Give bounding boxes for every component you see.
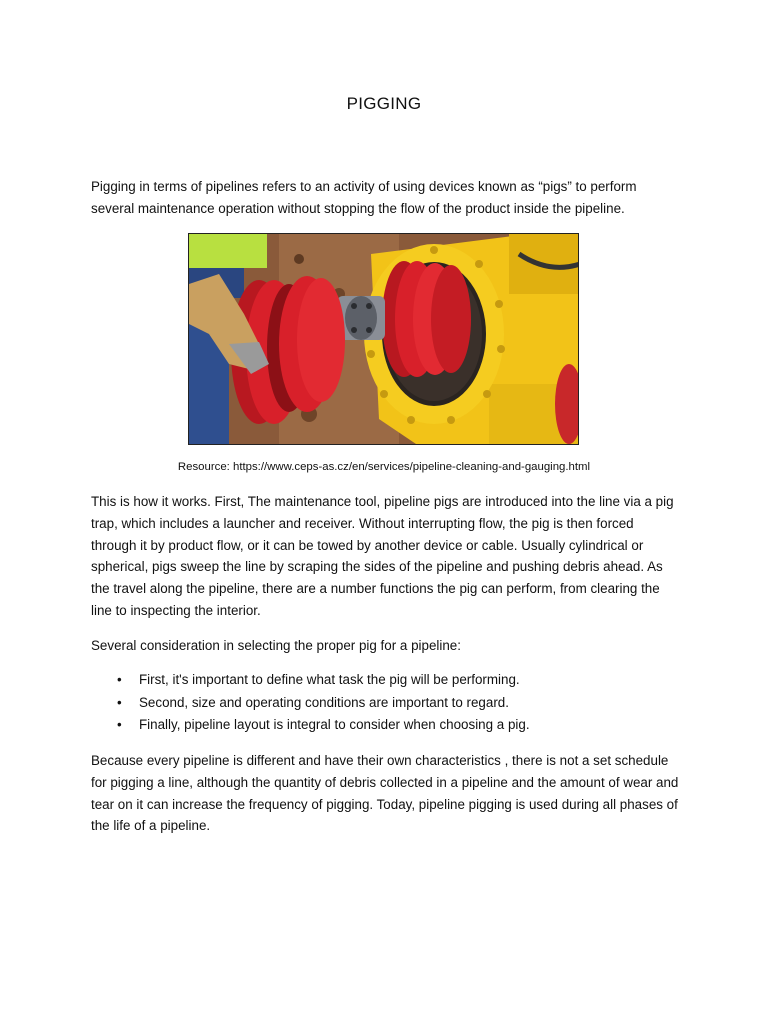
page-title: PIGGING <box>346 94 422 113</box>
pipeline-pig-photo <box>188 233 579 445</box>
bullet-icon: • <box>117 672 122 687</box>
list-item <box>91 714 681 737</box>
worker-vest <box>189 234 267 268</box>
bullet-icon: • <box>117 717 122 732</box>
pipeline-pig-illustration <box>189 234 579 445</box>
pig-rear-discs <box>382 261 471 377</box>
intro-paragraph: Pigging in terms of pipelines refers to an activity of using devices known as “pigs” to perform several maintenance operation without stopping the flow of the product inside the pipeline. <box>91 179 637 216</box>
closing-paragraph: Because every pipeline is different and have their own characteristics , there is not a set schedule for pigging a line, although the quantity of debris collected in a pipeline and the amount of wear and tear on it can increase the frequency of pigging. Today, pipeline pigging is used during all phases of the life of a pipeline. <box>91 753 679 834</box>
list-item-text: Finally, pipeline layout is integral to consider when choosing a pig. <box>139 717 530 732</box>
considerations-list <box>91 669 681 737</box>
how-it-works-paragraph: This is how it works. First, The maintenance tool, pipeline pigs are introduced into the line via a pig trap, which includes a launcher and receiver. Without interrupting flow, the pig is then forced through it by product flow, or it can be towed by another device or cable. Usually cylindrical or spherical, pigs sweep the line by scraping the sides of the pipeline and pushing debris ahead. As the travel along the pipeline, there are a number functions the pig can perform, from clearing the line to inspecting the interior. <box>91 494 674 618</box>
considerations-intro: Several consideration in selecting the proper pig for a pipeline: <box>91 638 461 653</box>
list-item-text: Second, size and operating conditions are important to regard. <box>139 694 509 710</box>
list-item <box>91 669 681 692</box>
image-caption: Resource: https://www.ceps-as.cz/en/services/pipeline-cleaning-and-gauging.html <box>177 461 591 473</box>
list-item-text: First, it's important to define what task the pig will be performing. <box>139 672 520 687</box>
bullet-icon: • <box>117 694 122 710</box>
list-item <box>91 692 681 715</box>
